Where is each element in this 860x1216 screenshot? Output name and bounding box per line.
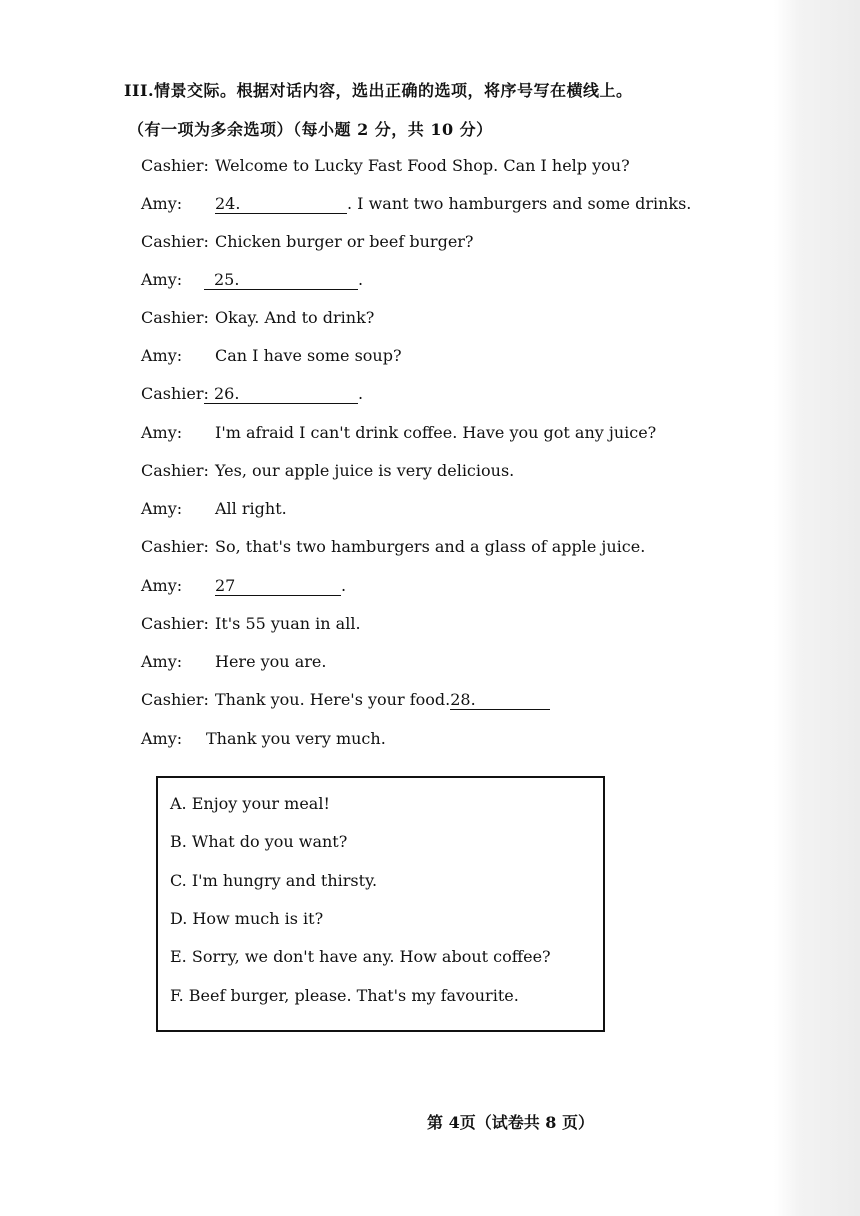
- speaker-label: Amy:: [141, 499, 183, 518]
- dialogue-text: .: [358, 270, 364, 289]
- dialogue-line: [141, 576, 346, 600]
- speaker-label: Amy:: [141, 423, 183, 442]
- speaker-label: Cashier:: [141, 384, 209, 403]
- dialogue-text: So, that's two hamburgers and a glass of apple juice.: [215, 537, 646, 556]
- section-note: （有一项为多余选项）（每小题 2 分，共 10 分）: [128, 120, 493, 139]
- answer-blank-28[interactable]: 28.: [450, 691, 550, 710]
- dialogue-line: [141, 614, 361, 638]
- dialogue-text: Thank you very much.: [206, 729, 386, 748]
- answer-blank-25[interactable]: 25.: [204, 271, 358, 290]
- speaker-label: Amy:: [141, 270, 183, 289]
- dialogue-text: Chicken burger or beef burger?: [215, 232, 474, 251]
- answer-blank-24[interactable]: 24.: [215, 195, 347, 214]
- dialogue-text: I'm afraid I can't drink coffee. Have you got any juice?: [215, 423, 657, 442]
- dialogue-text: . I want two hamburgers and some drinks.: [347, 194, 692, 213]
- option-b: B. What do you want?: [170, 832, 348, 851]
- dialogue-line: [141, 729, 386, 753]
- dialogue-line: [141, 537, 645, 561]
- dialogue-text: Okay. And to drink?: [215, 308, 375, 327]
- speaker-label: Cashier:: [141, 156, 209, 175]
- option-e: E. Sorry, we don't have any. How about coffee?: [170, 947, 551, 966]
- speaker-label: Cashier:: [141, 232, 209, 251]
- option-f: F. Beef burger, please. That's my favourite.: [170, 986, 519, 1005]
- dialogue-line: [141, 156, 630, 180]
- dialogue-line: [141, 384, 363, 408]
- dialogue-line: [141, 423, 656, 447]
- section-title: III.情景交际。根据对话内容，选出正确的选项，将序号写在横线上。: [124, 81, 633, 100]
- speaker-label: Cashier:: [141, 537, 209, 556]
- option-d: D. How much is it?: [170, 909, 324, 928]
- dialogue-text: Yes, our apple juice is very delicious.: [215, 461, 515, 480]
- dialogue-line: [141, 499, 287, 523]
- scan-edge-shadow: [774, 0, 860, 1216]
- speaker-label: Amy:: [141, 729, 183, 748]
- dialogue-line: [141, 690, 550, 714]
- speaker-label: Cashier:: [141, 461, 209, 480]
- dialogue-line: [141, 652, 326, 676]
- dialogue-text: .: [358, 384, 364, 403]
- dialogue-text: Thank you. Here's your food.: [215, 690, 451, 709]
- dialogue-line: [141, 346, 402, 370]
- speaker-label: Cashier:: [141, 614, 209, 633]
- answer-blank-27[interactable]: 27: [215, 577, 341, 596]
- dialogue-line: [141, 194, 691, 218]
- option-c: C. I'm hungry and thirsty.: [170, 871, 378, 890]
- dialogue-text: Can I have some soup?: [215, 346, 402, 365]
- speaker-label: Cashier:: [141, 690, 209, 709]
- dialogue-text: It's 55 yuan in all.: [215, 614, 361, 633]
- speaker-label: Amy:: [141, 652, 183, 671]
- dialogue-text: Welcome to Lucky Fast Food Shop. Can I help you?: [215, 156, 630, 175]
- dialogue-line: [141, 232, 474, 256]
- answer-blank-26[interactable]: 26.: [204, 385, 358, 404]
- speaker-label: Amy:: [141, 194, 183, 213]
- options-box: [156, 776, 605, 1032]
- option-a: A. Enjoy your meal!: [170, 794, 330, 813]
- page-footer: 第 4页（试卷共 8 页）: [427, 1113, 594, 1132]
- dialogue-text: .: [341, 576, 347, 595]
- dialogue-text: All right.: [215, 499, 287, 518]
- speaker-label: Amy:: [141, 576, 183, 595]
- dialogue-line: [141, 270, 363, 294]
- dialogue-text: Here you are.: [215, 652, 327, 671]
- dialogue-line: [141, 461, 514, 485]
- dialogue-line: [141, 308, 374, 332]
- speaker-label: Amy:: [141, 346, 183, 365]
- speaker-label: Cashier:: [141, 308, 209, 327]
